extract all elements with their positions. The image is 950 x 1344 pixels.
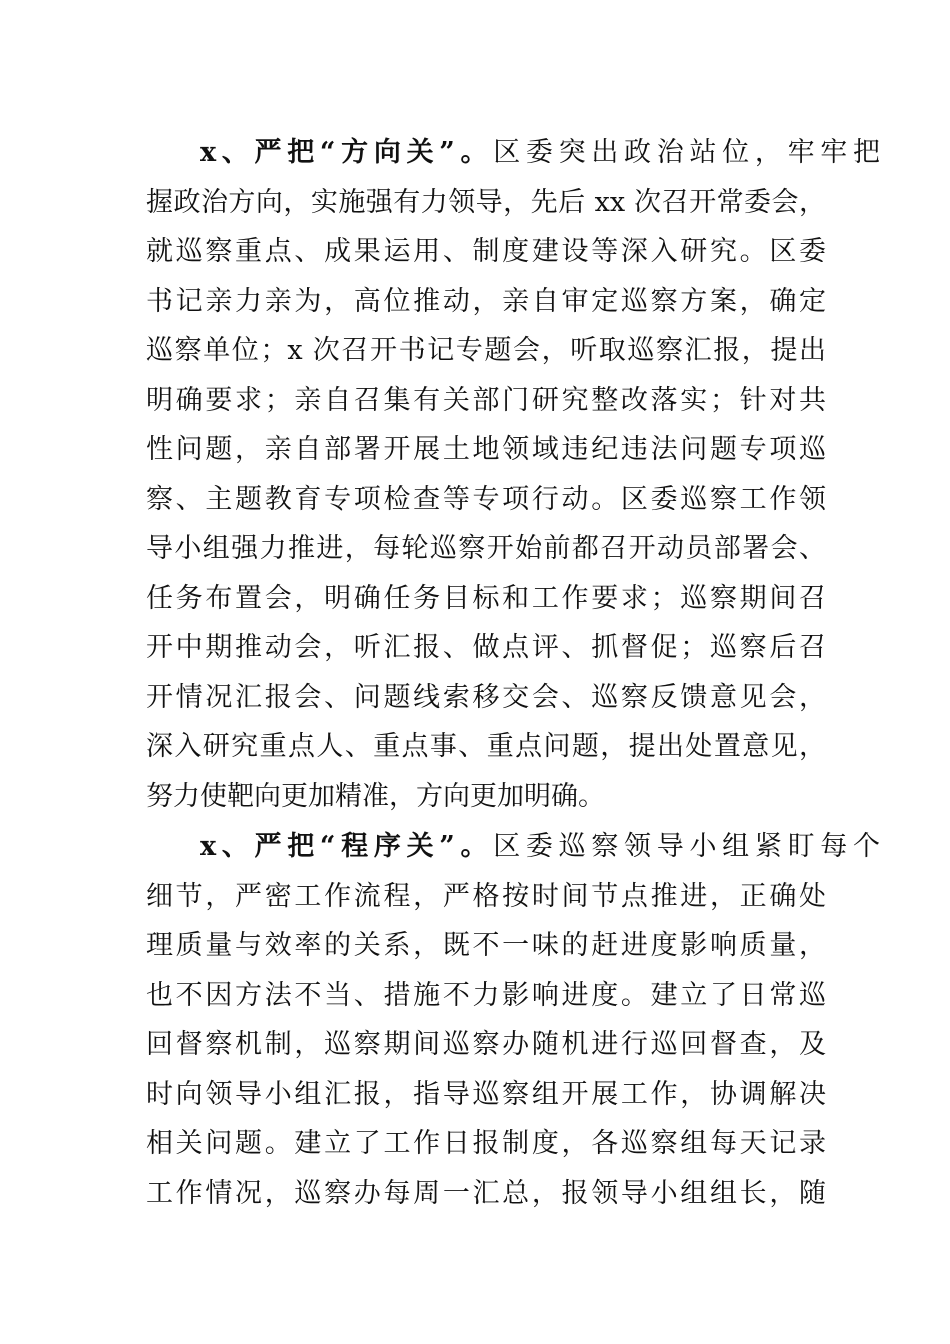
paragraph-line: 开中期推动会，听汇报、做点评、抓督促；巡察后召 — [146, 632, 826, 663]
paragraph-line: 深入研究重点人、重点事、重点问题，提出处置意见， — [146, 731, 826, 762]
paragraph-direction — [146, 128, 880, 821]
paragraph-heading: x、严把“方向关”。 — [200, 137, 494, 168]
paragraph-line: 导小组强力推进，每轮巡察开始前都召开动员部署会、 — [146, 533, 826, 564]
paragraph-line: 巡察单位；x 次召开书记专题会，听取巡察汇报，提出 — [146, 335, 826, 366]
paragraph-heading: x、严把“程序关”。 — [200, 831, 494, 862]
paragraph-line: 书记亲力亲为，高位推动，亲自审定巡察方案，确定 — [146, 285, 826, 317]
paragraph-line: 也不因方法不当、措施不力影响进度。建立了日常巡 — [146, 979, 826, 1011]
paragraph-line: 性问题，亲自部署开展土地领域违纪违法问题专项巡 — [146, 434, 826, 465]
paragraph-line: 就巡察重点、成果运用、制度建设等深入研究。区委 — [146, 236, 826, 267]
paragraph-text: 区委巡察领导小组紧盯每个 — [493, 831, 880, 862]
paragraph-line: 握政治方向，实施强有力领导，先后 xx 次召开常委会， — [146, 186, 826, 218]
paragraph-line: 察、主题教育专项检查等专项行动。区委巡察工作领 — [146, 483, 826, 515]
paragraph-line: 细节，严密工作流程，严格按时间节点推进，正确处 — [146, 880, 826, 912]
paragraph-first-line — [146, 128, 880, 178]
paragraph-last-line: 努力使靶向更加精准，方向更加明确。 — [146, 780, 605, 812]
paragraph-line: 工作情况，巡察办每周一汇总，报领导小组组长，随 — [146, 1177, 826, 1209]
paragraph-line: 时向领导小组汇报，指导巡察组开展工作，协调解决 — [146, 1078, 826, 1110]
paragraph-procedure — [146, 822, 880, 1218]
paragraph-line: 明确要求；亲自召集有关部门研究整改落实；针对共 — [146, 384, 826, 416]
paragraph-line: 开情况汇报会、问题线索移交会、巡察反馈意见会， — [146, 681, 826, 713]
paragraph-line: 相关问题。建立了工作日报制度，各巡察组每天记录 — [146, 1128, 826, 1159]
paragraph-line: 理质量与效率的关系，既不一味的赶进度影响质量， — [146, 930, 826, 961]
paragraph-line: 任务布置会，明确任务目标和工作要求；巡察期间召 — [146, 582, 826, 614]
paragraph-text: 区委突出政治站位，牢牢把 — [493, 137, 880, 168]
paragraph-line: 回督察机制，巡察期间巡察办随机进行巡回督查，及 — [146, 1029, 826, 1060]
paragraph-first-line — [146, 822, 880, 872]
